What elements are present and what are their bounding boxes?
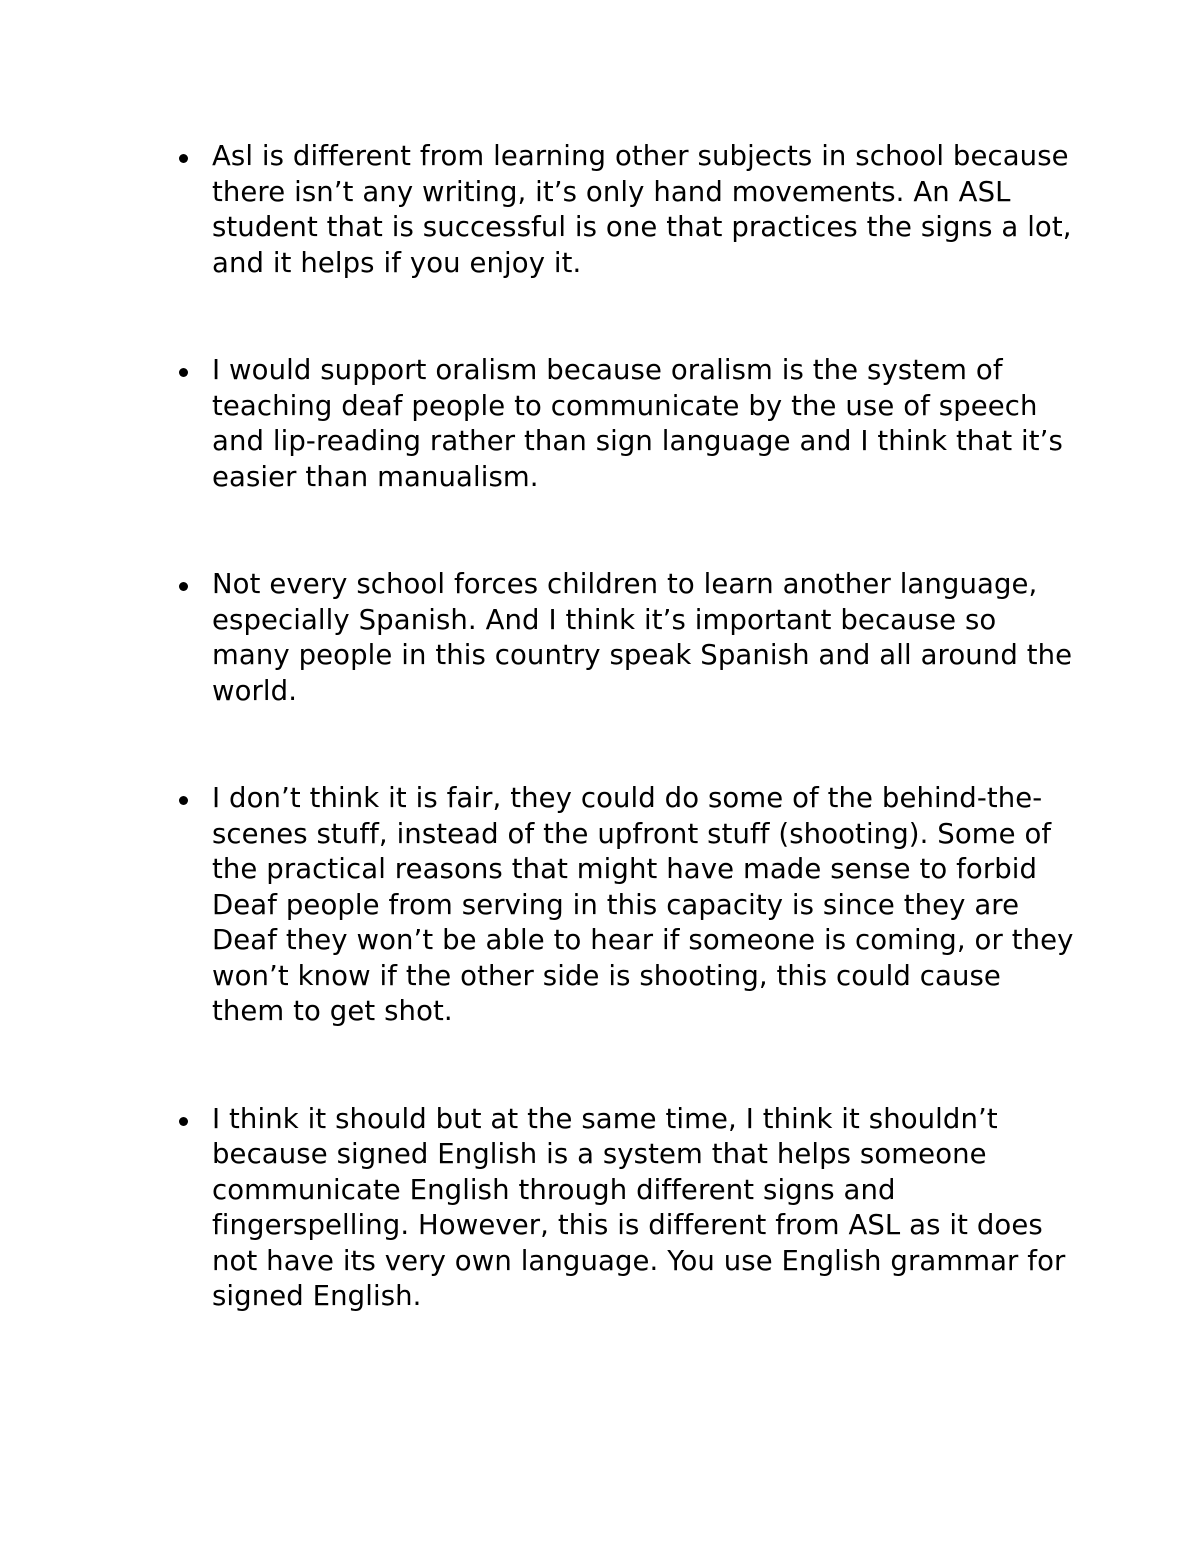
list-item-text: Not every school forces children to learn another language, especially Spanish. And I think it’s important because so many people in this country speak Spanish and all around the world. (212, 568, 1073, 707)
bullet-icon (179, 1117, 188, 1126)
list-item (212, 567, 1082, 709)
list-item-text: I would support oralism because oralism is the system of teaching deaf people to communicate by the use of speech and lip-reading rather than sign language and I think that it’s easier than manualism. (212, 354, 1063, 493)
bullet-icon (179, 582, 188, 591)
list-item-text: Asl is different from learning other subjects in school because there isn’t any writing, it’s only hand movements. An ASL student that is successful is one that practices the signs a lot, and it helps if you enjoy it. (212, 140, 1072, 279)
list-item-text: I don’t think it is fair, they could do some of the behind-the-scenes stuff, instead of the upfront stuff (shooting). Some of the practical reasons that might have made sense to forbid Deaf people from serving in this capacity is since they are Deaf they won’t be able to hear if someone is coming, or they won’t know if the other side is shooting, this could cause them to get shot. (212, 782, 1074, 1027)
list-item (212, 139, 1082, 281)
list-item (212, 1102, 1082, 1315)
bullet-icon (179, 796, 188, 805)
bullet-icon (179, 154, 188, 163)
list-item-text: I think it should but at the same time, I think it shouldn’t because signed English is a system that helps someone communicate English through different signs and fingerspelling. However, this is different from ASL as it does not have its very own language. You use English grammar for signed English. (212, 1102, 1066, 1312)
bullet-icon (179, 368, 188, 377)
list-item (212, 353, 1082, 495)
list-item (212, 781, 1082, 1030)
bullet-list (212, 139, 1082, 1387)
